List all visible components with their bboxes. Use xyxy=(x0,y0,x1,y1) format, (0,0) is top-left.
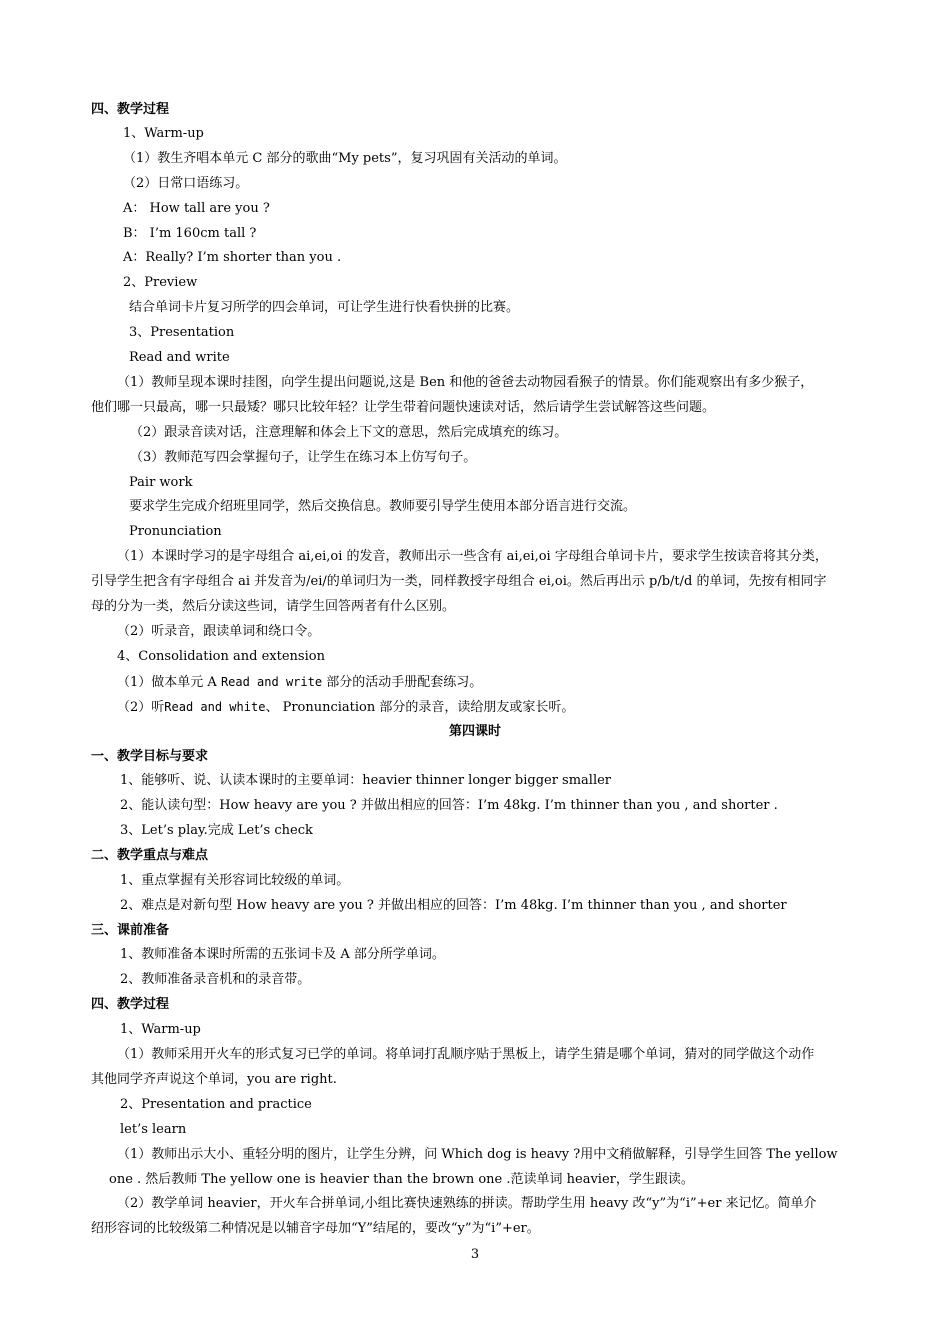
paragraph: 3、Let’s play.完成 Let’s check xyxy=(120,823,313,838)
consolidation-heading: 4、Consolidation and extension xyxy=(117,649,325,664)
section-heading-key: 二、教学重点与难点 xyxy=(91,848,209,863)
text-segment: Read and write xyxy=(220,675,323,689)
paragraph: 2、难点是对新句型 How heavy are you ? 并做出相应的回答：I’m 48kg. I’m thinner than you , and shorter xyxy=(120,898,787,913)
paragraph: 其他同学齐声说这个单词，you are right. xyxy=(91,1072,337,1087)
paragraph: （1）教师出示大小、重轻分明的图片，让学生分辨，问 Which dog is heavy ?用中文稍做解释，引导学生回答 The yellow xyxy=(117,1147,838,1162)
subheading: Pair work xyxy=(129,475,193,490)
warmup-heading: 1、Warm-up xyxy=(123,126,204,141)
paragraph: 2、能认读句型：How heavy are you ? 并做出相应的回答：I’m 48kg. I’m thinner than you , and shorter . xyxy=(120,798,778,813)
paragraph xyxy=(117,672,950,693)
subheading: Read and write xyxy=(129,350,230,365)
section-heading-process: 四、教学过程 xyxy=(91,102,170,117)
paragraph: （2）教学单词 heavier，开火车合拼单词,小组比赛快速熟练的拼读。帮助学生用 heavy 改“y”为“i”+er 来记忆。简单介 xyxy=(117,1196,817,1211)
paragraph: （1）教师采用开火车的形式复习已学的单词。将单词打乱顺序贴于黑板上，请学生猜是哪个单词，猜对的同学做这个动作 xyxy=(117,1047,815,1062)
warmup-heading: 1、Warm-up xyxy=(120,1022,201,1037)
subheading: Pronunciation xyxy=(129,524,222,539)
paragraph: 要求学生完成介绍班里同学，然后交换信息。教师要引导学生使用本部分语言进行交流。 xyxy=(129,499,637,514)
paragraph: （2）听录音，跟读单词和绕口令。 xyxy=(117,624,321,639)
paragraph: （2）跟录音读对话，注意理解和体会上下文的意思，然后完成填充的练习。 xyxy=(130,425,568,440)
text-segment: 、 Pronunciation 部分的录音，读给朋友或家长听。 xyxy=(265,700,575,715)
paragraph: 1、教师准备本课时所需的五张词卡及 A 部分所学单词。 xyxy=(120,947,445,962)
paragraph: 结合单词卡片复习所学的四会单词，可让学生进行快看快拼的比赛。 xyxy=(129,300,520,315)
paragraph xyxy=(117,697,950,718)
paragraph: 绍形容词的比较级第二种情况是以辅音字母加“Y”结尾的，要改“y”为“i”+er。 xyxy=(91,1221,540,1236)
preview-heading: 2、Preview xyxy=(123,275,198,290)
text-segment: 部分的活动手册配套练习。 xyxy=(322,675,483,690)
subheading: let’s learn xyxy=(120,1122,187,1137)
section-heading-prep: 三、课前准备 xyxy=(91,923,170,938)
dialog-line: A： How tall are you ? xyxy=(123,201,270,216)
section-heading-goals: 一、教学目标与要求 xyxy=(91,749,209,764)
paragraph: （1）教生齐唱本单元 C 部分的歌曲“My pets”，复习巩固有关活动的单词。 xyxy=(123,151,567,166)
paragraph: （3）教师范写四会掌握句子，让学生在练习本上仿写句子。 xyxy=(130,450,477,465)
text-segment: （2）听 xyxy=(117,700,165,715)
paragraph: 1、重点掌握有关形容词比较级的单词。 xyxy=(120,873,350,888)
dialog-line: B： I’m 160cm tall ? xyxy=(123,226,257,241)
paragraph: 引导学生把含有字母组合 ai 并发音为/ei/的单词归为一类，同样教授字母组合 ei,oi。然后再出示 p/b/t/d 的单词，先按有相同字 xyxy=(91,574,827,589)
presentation-heading: 3、Presentation xyxy=(129,325,235,340)
paragraph: 1、能够听、说、认读本课时的主要单词：heavier thinner longer bigger smaller xyxy=(120,773,612,788)
text-segment: Read and white xyxy=(164,700,266,714)
lesson-title: 第四课时 xyxy=(448,724,501,739)
dialog-line: A：Really? I’m shorter than you . xyxy=(123,250,342,265)
paragraph: 母的分为一类，然后分读这些词，请学生回答两者有什么区别。 xyxy=(91,599,456,614)
paragraph: 2、教师准备录音机和的录音带。 xyxy=(120,972,311,987)
practice-heading: 2、Presentation and practice xyxy=(120,1097,312,1112)
paragraph: （2）日常口语练习。 xyxy=(123,176,249,191)
section-heading-process: 四、教学过程 xyxy=(91,997,170,1012)
page-number: 3 xyxy=(470,1247,480,1262)
paragraph: 他们哪一只最高，哪一只最矮？哪只比较年轻？让学生带着问题快速读对话，然后请学生尝试解答这些问题。 xyxy=(91,400,716,415)
paragraph: one . 然后教师 The yellow one is heavier than the brown one .范读单词 heavier，学生跟读。 xyxy=(109,1172,694,1187)
paragraph: （1）教师呈现本课时挂图，向学生提出问题说,这是 Ben 和他的爸爸去动物园看猴子的情景。你们能观察出有多少猴子， xyxy=(117,375,814,390)
text-segment: （1）做本单元 A xyxy=(117,675,221,690)
paragraph: （1）本课时学习的是字母组合 ai,ei,oi 的发音，教师出示一些含有 ai,ei,oi 字母组合单词卡片，要求学生按读音将其分类， xyxy=(117,549,828,564)
